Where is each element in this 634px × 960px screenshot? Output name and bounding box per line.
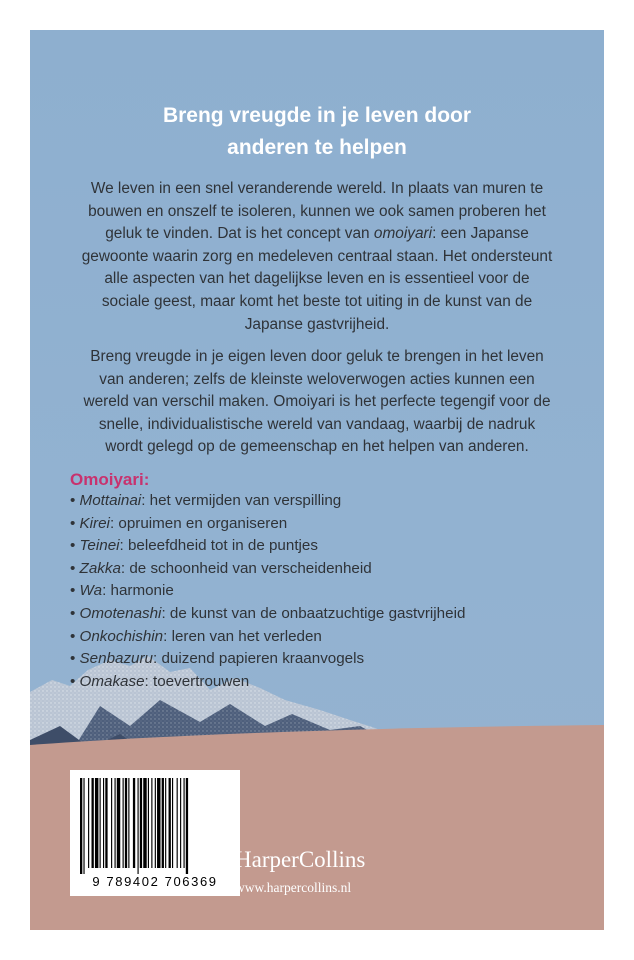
- barcode-bar: [125, 778, 127, 868]
- headline: [30, 100, 604, 164]
- intro-paragraph: [80, 178, 554, 336]
- barcode-bar: [105, 778, 107, 868]
- barcode-bar: [157, 778, 160, 868]
- barcode-bar: [103, 778, 104, 868]
- barcode-bar: [88, 778, 89, 868]
- second-paragraph: Breng vreugde in je eigen leven door geluk te brengen in het leven van anderen; zelfs de kleinste weloverwogen acties kunnen een wereld van verschil maken. Omoiyari is het perfecte tegengif voor de snelle, individualistische wereld van vandaag, waarbij de nadruk wordt gelegd op de gemeenschap en het helpen van anderen.: [83, 348, 551, 456]
- barcode-bar: [117, 778, 120, 868]
- list-title: Omoiyari:: [70, 470, 150, 489]
- barcode-bar: [143, 778, 146, 868]
- intro-text-part-2: : een Japanse gewoonte waarin zorg en medeleven centraal staan. Het ondersteunt alle aspecten van het dagelijkse leven en is essentieel voor de sociale geest, maar komt het beste tot uiting in de kunst van de Japanse gastvrijheid.: [81, 225, 553, 333]
- barcode-bar: [123, 778, 124, 868]
- list-item: • Onkochishin: leren van het verleden: [70, 627, 322, 645]
- barcode-bar: [177, 778, 178, 868]
- barcode-panel: [70, 770, 240, 896]
- barcode-bar: [133, 778, 135, 868]
- headline-line-1: Breng vreugde in je leven door: [162, 104, 472, 127]
- barcode-bar: [172, 778, 173, 868]
- list-item: • Zakka: de schoonheid van verscheidenheid: [70, 559, 372, 577]
- barcode-bar: [111, 778, 112, 868]
- barcode-bar: [115, 778, 116, 868]
- barcode-bar: [92, 778, 94, 868]
- barcode-bar: [138, 778, 139, 874]
- list-item: • Wa: harmonie: [70, 582, 174, 600]
- intro-concept-term: omoiyari: [373, 225, 433, 243]
- barcode-bar: [95, 778, 98, 868]
- barcode-bar: [180, 778, 181, 868]
- barcode-bar: [83, 778, 84, 874]
- barcode-bar: [162, 778, 164, 868]
- barcode-bar: [169, 778, 171, 868]
- list-item: • Mottainai: het vermijden van verspilling: [70, 492, 342, 509]
- barcode-bar: [184, 778, 185, 868]
- barcode-icon: [70, 770, 240, 874]
- isbn-number: 9 789402 706369: [92, 874, 218, 889]
- barcode-bar: [151, 778, 152, 868]
- barcode-bar: [100, 778, 101, 868]
- barcode-bar: [155, 778, 156, 868]
- barcode-bar: [165, 778, 166, 868]
- barcode-bar: [186, 778, 188, 874]
- headline-line-2: anderen te helpen: [227, 136, 407, 159]
- omoiyari-list: [70, 490, 570, 693]
- publisher-website: www.harpercollins.nl: [235, 880, 352, 895]
- list-item: • Teinei: beleefdheid tot in de puntjes: [70, 537, 318, 555]
- barcode-bar: [148, 778, 149, 868]
- barcode-bar: [80, 778, 82, 874]
- list-item: • Kirei: opruimen en organiseren: [70, 514, 288, 532]
- book-back-cover: [30, 30, 604, 930]
- list-item: • Omakase: toevertrouwen: [70, 672, 250, 690]
- barcode-bar: [140, 778, 142, 868]
- intro-text-part-1: We leven in een snel veranderende wereld. In plaats van muren te bouwen en onszelf te isoleren, kunnen we ook samen proberen het geluk te vinden. Dat is het concept van: [88, 180, 546, 243]
- publisher-logo: HarperCollins: [235, 847, 366, 872]
- list-item: • Senbazuru: duizend papieren kraanvogels: [70, 650, 365, 668]
- barcode-bar: [128, 778, 129, 868]
- list-item: • Omotenashi: de kunst van de onbaatzuchtige gastvrijheid: [70, 604, 466, 622]
